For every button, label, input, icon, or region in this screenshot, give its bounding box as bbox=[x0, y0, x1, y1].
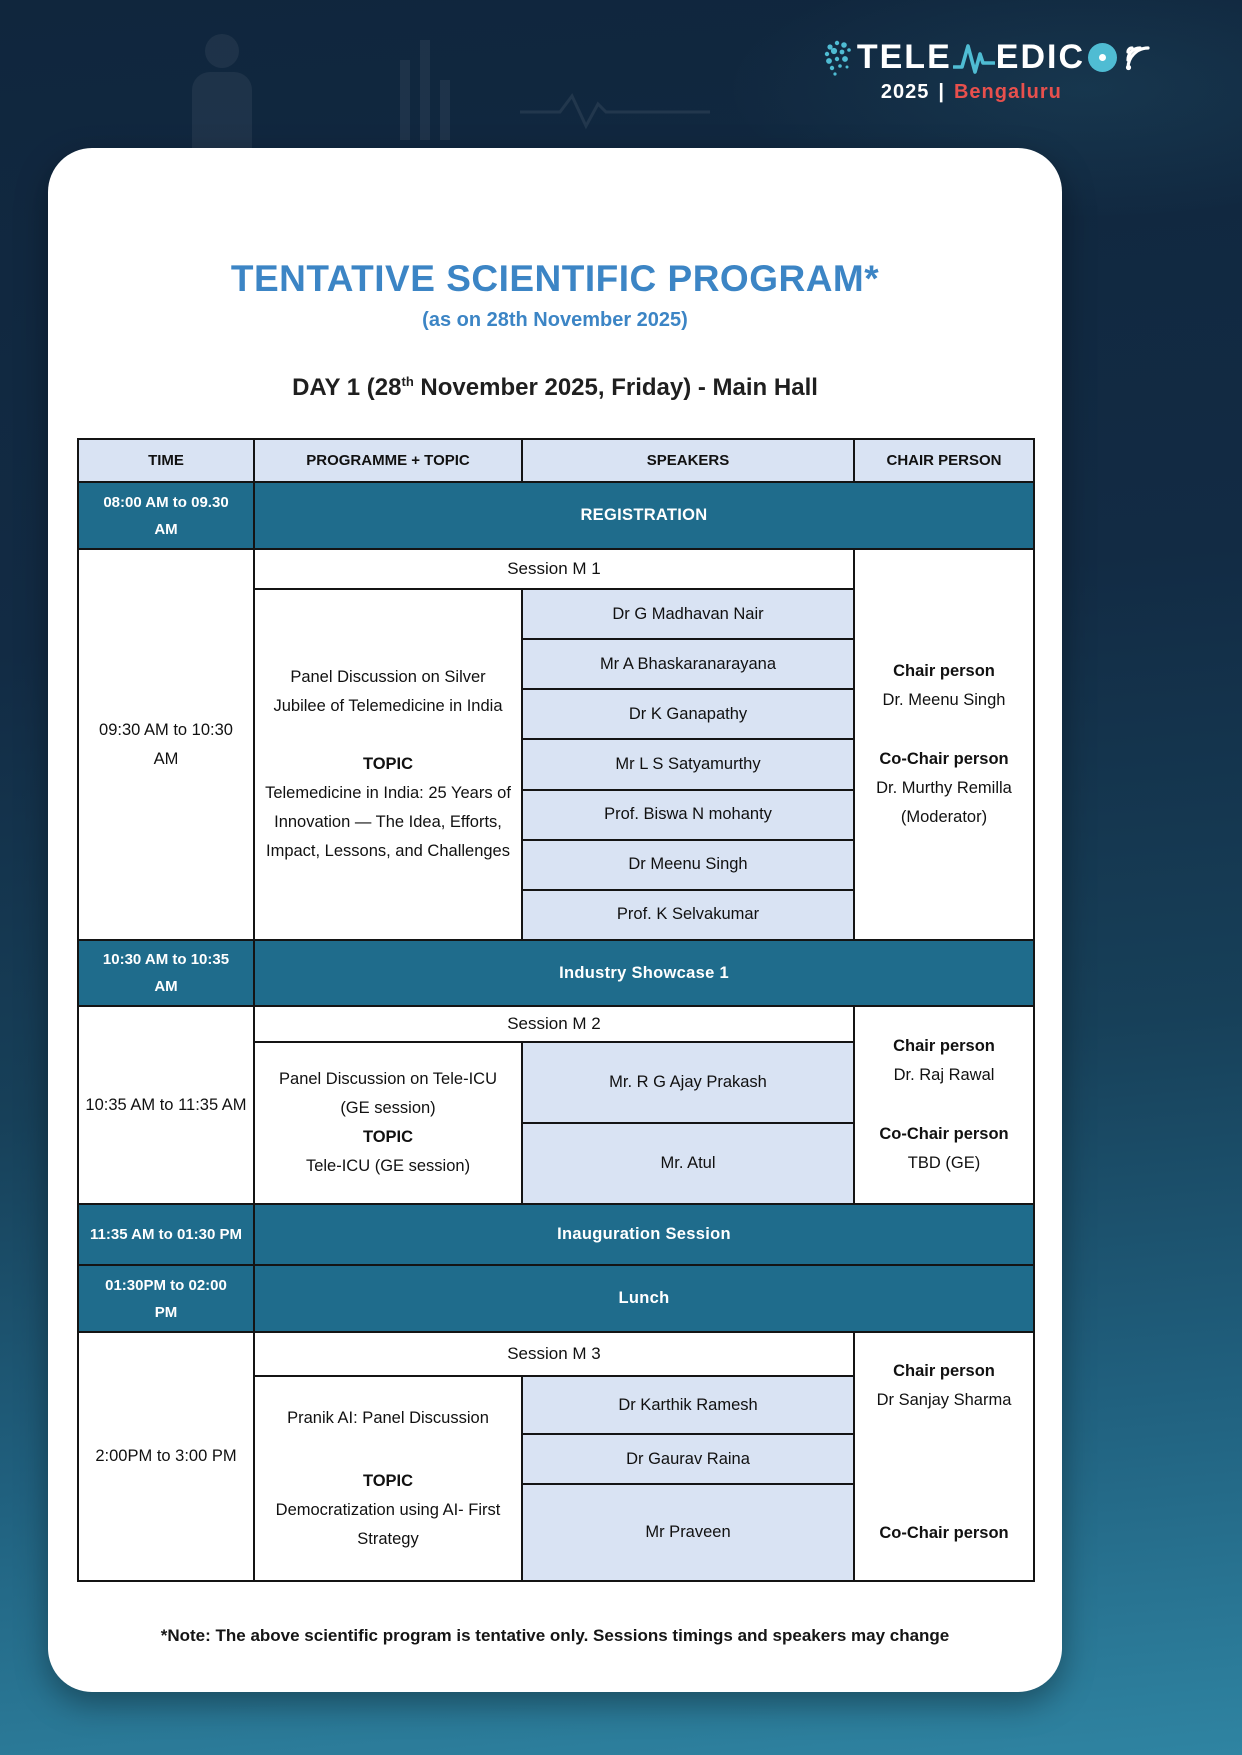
session-middle bbox=[255, 1333, 855, 1580]
chair-name: Dr. Meenu Singh bbox=[882, 691, 1006, 709]
chair-cell bbox=[855, 1007, 1033, 1203]
topic-text: Democratization using AI- First Strategy bbox=[275, 1500, 501, 1548]
column-header-time: TIME bbox=[79, 440, 255, 481]
programme-cell bbox=[255, 1377, 523, 1580]
speaker-cell: Mr Praveen bbox=[523, 1485, 853, 1580]
banner-label: Lunch bbox=[618, 1289, 670, 1307]
programme-text: Panel Discussion on Tele-ICU (GE session) bbox=[279, 1070, 497, 1117]
banner-row-registration bbox=[79, 483, 1033, 550]
speaker-cell: Dr Meenu Singh bbox=[523, 841, 853, 891]
session-middle bbox=[255, 550, 855, 939]
session-title: Session M 3 bbox=[255, 1333, 853, 1377]
column-header-speakers: SPEAKERS bbox=[523, 440, 855, 481]
dotted-globe-icon bbox=[821, 39, 853, 77]
speakers-column bbox=[523, 590, 853, 939]
cochair-label: Co-Chair person bbox=[879, 1524, 1009, 1542]
pulse-m-icon bbox=[953, 41, 995, 75]
person-silhouette-icon bbox=[205, 34, 239, 68]
banner-label: REGISTRATION bbox=[580, 506, 708, 524]
skyline-decor bbox=[400, 60, 410, 140]
cochair-role: (Moderator) bbox=[900, 808, 988, 826]
logo-year: 2025 bbox=[880, 81, 930, 103]
session-block-m2 bbox=[79, 1007, 1033, 1205]
cochair-label: Co-Chair person bbox=[879, 750, 1009, 768]
topic-label: TOPIC bbox=[362, 1128, 414, 1146]
chair-cell bbox=[855, 550, 1033, 939]
cochair-label: Co-Chair person bbox=[879, 1125, 1009, 1143]
session-title: Session M 1 bbox=[255, 550, 853, 590]
topic-text: Tele-ICU (GE session) bbox=[305, 1157, 471, 1175]
speaker-cell: Prof. Biswa N mohanty bbox=[523, 791, 853, 841]
banner-label: Industry Showcase 1 bbox=[559, 963, 729, 982]
logo-o-icon bbox=[1088, 43, 1117, 72]
logo-text-edic: EDIC bbox=[995, 38, 1085, 76]
speaker-cell: Prof. K Selvakumar bbox=[523, 891, 853, 939]
chair-cell bbox=[855, 1333, 1033, 1580]
person-silhouette-icon bbox=[192, 72, 252, 152]
time-cell: 01:30PM to 02:00 PM bbox=[79, 1266, 255, 1331]
table-header-row bbox=[79, 440, 1033, 483]
banner-row-industry-showcase bbox=[79, 941, 1033, 1007]
topic-label: TOPIC bbox=[362, 755, 414, 773]
chair-label: Chair person bbox=[893, 662, 995, 680]
column-header-chair: CHAIR PERSON bbox=[886, 452, 1002, 469]
skyline-decor bbox=[420, 40, 430, 140]
signal-n-icon bbox=[1122, 42, 1154, 74]
session-block-m3 bbox=[79, 1333, 1033, 1580]
programme-cell bbox=[255, 1043, 523, 1203]
page-subtitle: (as on 28th November 2025) bbox=[422, 309, 688, 331]
logo-text-tele: TELE bbox=[856, 38, 952, 76]
page-title: TENTATIVE SCIENTIFIC PROGRAM* bbox=[230, 258, 880, 299]
time-cell: 10:35 AM to 11:35 AM bbox=[79, 1007, 255, 1203]
banner-row-lunch bbox=[79, 1266, 1033, 1333]
chair-label: Chair person bbox=[893, 1362, 995, 1380]
logo-separator: | bbox=[938, 81, 945, 103]
speaker-cell: Dr Karthik Ramesh bbox=[523, 1377, 853, 1435]
chair-name: Dr. Raj Rawal bbox=[893, 1066, 995, 1084]
topic-text: Telemedicine in India: 25 Years of Innovation — The Idea, Efforts, Impact, Lessons, and Challenges bbox=[265, 784, 511, 860]
programme-cell bbox=[255, 590, 523, 939]
speaker-cell: Mr. R G Ajay Prakash bbox=[523, 1043, 853, 1124]
ecg-wave-icon bbox=[520, 90, 710, 130]
footnote: *Note: The above scientific program is tentative only. Sessions timings and speakers may change bbox=[160, 1626, 950, 1645]
banner-row-inauguration bbox=[79, 1205, 1033, 1266]
day-heading: DAY 1 (28th November 2025, Friday) - Main Hall bbox=[292, 374, 818, 401]
programme-text: Pranik AI: Panel Discussion bbox=[287, 1408, 489, 1427]
speaker-cell: Mr L S Satyamurthy bbox=[523, 740, 853, 790]
logo-subline bbox=[881, 81, 1154, 104]
speaker-cell: Dr K Ganapathy bbox=[523, 690, 853, 740]
cochair-name: TBD (GE) bbox=[907, 1154, 981, 1172]
topic-label: TOPIC bbox=[362, 1471, 414, 1490]
speaker-cell: Dr G Madhavan Nair bbox=[523, 590, 853, 640]
logo-city: Bengaluru bbox=[953, 81, 1062, 103]
chair-label: Chair person bbox=[893, 1037, 995, 1055]
time-cell: 10:30 AM to 10:35 AM bbox=[79, 941, 255, 1005]
chair-name: Dr Sanjay Sharma bbox=[876, 1391, 1012, 1409]
time-cell: 2:00PM to 3:00 PM bbox=[79, 1333, 255, 1580]
logo-wordmark bbox=[821, 38, 1154, 77]
speaker-cell: Mr A Bhaskaranarayana bbox=[523, 640, 853, 690]
program-card bbox=[48, 148, 1062, 1692]
column-header-programme: PROGRAMME + TOPIC bbox=[255, 440, 523, 481]
time-cell: 08:00 AM to 09.30 AM bbox=[79, 483, 255, 548]
speakers-column bbox=[523, 1043, 853, 1203]
speakers-column bbox=[523, 1377, 853, 1580]
programme-text: Panel Discussion on Silver Jubilee of Telemedicine in India bbox=[273, 668, 503, 715]
time-cell: 09:30 AM to 10:30 AM bbox=[79, 550, 255, 939]
cochair-name: Dr. Murthy Remilla bbox=[876, 779, 1012, 797]
skyline-decor bbox=[440, 80, 450, 140]
event-logo bbox=[821, 38, 1154, 104]
session-middle bbox=[255, 1007, 855, 1203]
banner-label: Inauguration Session bbox=[557, 1225, 731, 1243]
session-block-m1 bbox=[79, 550, 1033, 941]
program-table bbox=[77, 438, 1035, 1582]
speaker-cell: Mr. Atul bbox=[523, 1124, 853, 1203]
time-cell: 11:35 AM to 01:30 PM bbox=[79, 1205, 255, 1264]
session-title: Session M 2 bbox=[255, 1007, 853, 1043]
speaker-cell: Dr Gaurav Raina bbox=[523, 1435, 853, 1485]
